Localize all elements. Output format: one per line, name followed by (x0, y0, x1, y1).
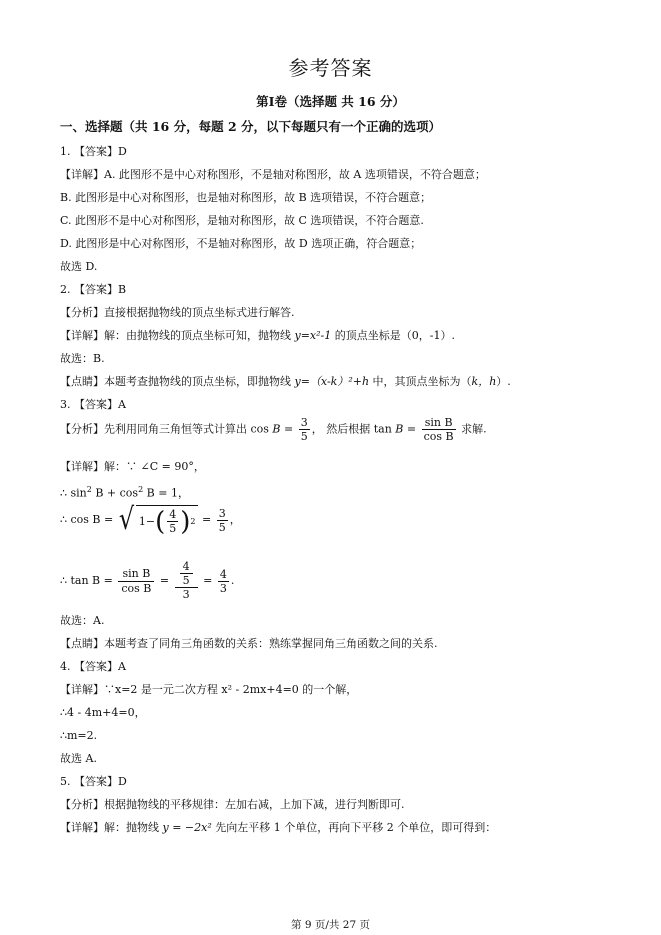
q3-detail: 【详解】解：∵ ∠C = 90°， (60, 460, 205, 473)
fraction: $\frac{\text{sin B}}{\text{cos B}}$ (118, 567, 154, 596)
square-root: √ 1− ( $\frac{4}{5}$ ) 2 (117, 505, 199, 535)
q2-answer: 2. 【答案】B (60, 283, 127, 296)
nested-fraction: $\frac{\frac{4}{5}}{3}$ (175, 560, 198, 602)
q3-step-identity: ∴ $\sin^2 B + \cos^2 B = 1$， (60, 485, 189, 500)
page-footer: 第 9 页/共 27 页 (291, 919, 370, 931)
q5-detail: 【详解】解：抛物线 y = −2x² 先向左平移 1 个单位，再向下平移 2 个单位，即可得到： (60, 821, 497, 834)
q3-answer: 3. 【答案】A (60, 398, 126, 411)
q1-conclusion: 故选 D. (60, 260, 98, 273)
q1-detail-b: B. 此图形是中心对称图形，也是轴对称图形，故 B 选项错误，不符合题意； (60, 191, 432, 204)
q5-answer: 5. 【答案】D (60, 775, 127, 788)
page-title: 参考答案 (288, 56, 373, 80)
q2-comment: 【点睛】本题考查抛物线的顶点坐标，即抛物线 y=（x-k）²+h 中，其顶点坐标为（k，h）. (60, 375, 511, 388)
q5-analysis: 【分析】根据抛物线的平移规律：左加右减，上加下减，进行判断即可. (60, 798, 405, 811)
fraction: $\frac{\text{sin B}}{\text{cos B}}$ (423, 416, 454, 443)
q2-conclusion: 故选：B. (60, 352, 105, 365)
q1-answer: 1. 【答案】D (60, 145, 127, 158)
q3-comment: 【点睛】本题考查了同角三角函数的关系：熟练掌握同角三角函数之间的关系. (60, 637, 438, 650)
fraction: $\frac{4}{3}$ (219, 567, 227, 595)
fraction: $\frac{3}{5}$ (300, 416, 308, 443)
q3-analysis: 【分析】先利用同角三角恒等式计算出 cos B = $\frac{3}{5}$ ， 然后根据 tan B = $\frac{\text{sin B}}{\text{cos B}}$ 求解. (60, 416, 487, 443)
fraction: $\frac{3}{5}$ (218, 506, 226, 534)
q3-step-cos: ∴ cos B = √ 1− ( $\frac{4}{5}$ ) 2 = $\frac{3}{5}$ ， (60, 502, 241, 537)
q1-detail-a: 【详解】A. 此图形不是中心对称图形，不是轴对称图形，故 A 选项错误，不符合题意； (60, 168, 486, 181)
q4-step-2: ∴m=2. (60, 729, 98, 742)
q4-conclusion: 故选 A. (60, 752, 97, 765)
q2-detail: 【详解】解：由抛物线的顶点坐标可知，抛物线 y=x²-1 的顶点坐标是（0，-1）. (60, 329, 455, 342)
q1-detail-d: D. 此图形是中心对称图形，不是轴对称图形，故 D 选项正确，符合题意； (60, 237, 422, 250)
q4-answer: 4. 【答案】A (60, 660, 126, 673)
section-heading: 一、选择题（共 16 分，每题 2 分，以下每题只有一个正确的选项） (60, 119, 442, 134)
section-subtitle: 第Ⅰ卷（选择题 共 16 分） (256, 94, 405, 109)
q1-detail-c: C. 此图形不是中心对称图形，是轴对称图形，故 C 选项错误，不符合题意. (60, 214, 424, 227)
q4-step-1: ∴4 - 4m+4=0， (60, 706, 146, 719)
q3-conclusion: 故选：A. (60, 614, 105, 627)
q3-step-tan: ∴ tan B = $\frac{\text{sin B}}{\text{cos B}}$ = $\frac{\frac{4}{5}}{3}$ = $\frac{4}{3}$ . (60, 560, 235, 601)
q2-analysis: 【分析】直接根据抛物线的顶点坐标式进行解答. (60, 306, 295, 319)
q4-detail: 【详解】∵x=2 是一元二次方程 x² - 2mx+4=0 的一个解， (60, 683, 358, 696)
